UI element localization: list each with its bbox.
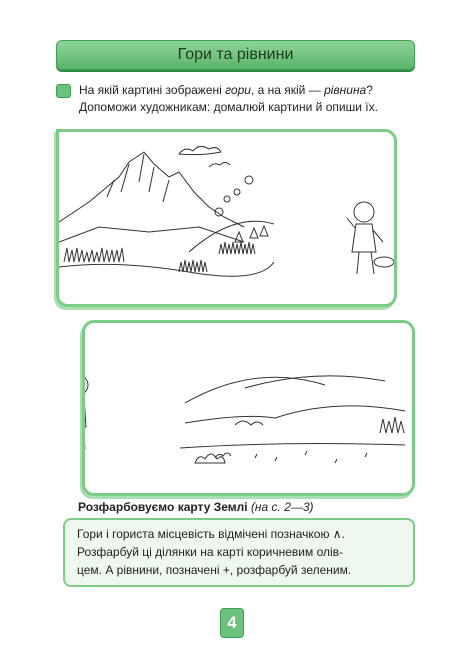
task-bullet-icon	[56, 84, 71, 98]
coloring-heading: Розфарбовуємо карту Землі (на с. 2—3)	[78, 500, 314, 514]
plains-drawing	[85, 323, 412, 493]
task-question: На якій картині зображені гори, а на якій — рівнина? Допоможи художникам: домалюй картини й опиши їх.	[79, 83, 378, 114]
page-reference: (на с. 2—3)	[250, 500, 314, 514]
task-block	[62, 82, 422, 116]
mountains-drawing	[59, 132, 394, 304]
page-number: 4	[220, 608, 244, 638]
coloring-instructions: Гори і гориста місцевість відмічені позначкою ∧. Розфарбуй ці ділянки на карті коричневим олів- цем. А рівнини, позначені +, розфарбуй зеленим.	[63, 518, 415, 587]
coloring-task	[63, 500, 415, 587]
plains-picture-frame	[82, 320, 415, 496]
mountains-picture-frame	[56, 129, 397, 307]
page-title: Гори та рівнини	[56, 40, 415, 70]
